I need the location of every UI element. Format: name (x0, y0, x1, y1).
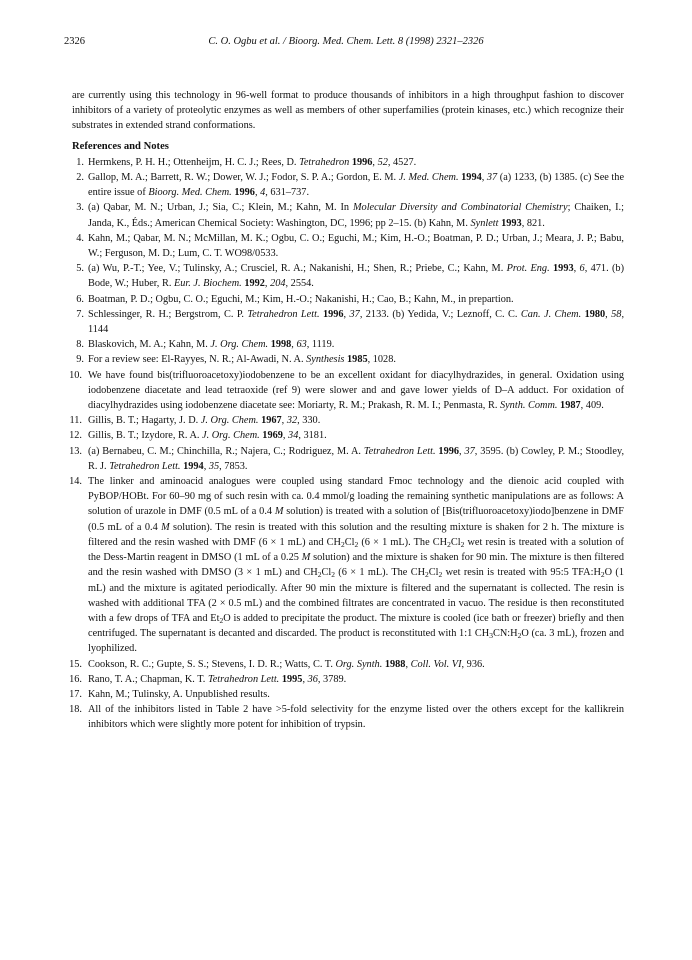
reference-item (69, 474, 624, 656)
reference-number: 5. (76, 263, 84, 275)
reference-text: Hermkens, P. H. H.; Ottenheijm, H. C. J.; Rees, D. Tetrahedron 1996, 52, 4527. (88, 156, 417, 168)
reference-text: Gillis, B. T.; Hagarty, J. D. J. Org. Chem. 1967, 32, 330. (88, 415, 321, 427)
references-heading: References and Notes (72, 140, 169, 152)
reference-item (72, 307, 624, 337)
reference-number: 3. (76, 202, 84, 214)
reference-text: (a) Bernabeu, C. M.; Chinchilla, R.; Najera, C.; Rodriguez, M. A. Tetrahedron Lett. 1996, 37, 3595. (b) Cowley, P. M.; Stoodley, R. J. Tetrahedron Lett. 1994, 35, 7853. (88, 445, 625, 472)
reference-text: For a review see: El-Rayyes, N. R.; Al-Awadi, N. A. Synthesis 1985, 1028. (88, 354, 396, 366)
reference-text: We have found bis(trifluoroacetoxy)iodobenzene to be an excellent oxidant for diacylhydrazides, in general. Oxidation using iodobenzene diacetate and lead tetraoxide (ref 9) were slower and and gave lower yields of D–A adduct. For oxidation of diacylhydrazides using iodobenzene diacetate see: Moriarty, R. M.; Prakash, R. M. I.; Penmasta, R. Synth. Comm. 1987, 409. (88, 369, 624, 412)
running-head-citation: C. O. Ogbu et al. / Bioorg. Med. Chem. Lett. 8 (1998) 2321–2326 (208, 36, 484, 47)
reference-item (72, 337, 624, 352)
reference-text: (a) Qabar, M. N.; Urban, J.; Sia, C.; Klein, M.; Kahn, M. In Molecular Diversity and Combinatorial Chemistry; Chaiken, I.; Janda, K., Éds.; American Chemical Society: Washington, DC, 1996; pp 2–15. (b) Kahn, M. Synlett 1993, 821. (88, 202, 624, 229)
reference-item (72, 352, 624, 367)
reference-text: Cookson, R. C.; Gupte, S. S.; Stevens, I. D. R.; Watts, C. T. Org. Synth. 1988, Coll. Vol. VI, 936. (88, 658, 485, 670)
reference-number: 17. (69, 688, 82, 700)
reference-number: 15. (69, 658, 82, 670)
reference-item (72, 170, 624, 200)
reference-number: 8. (76, 339, 84, 351)
reference-item (72, 200, 624, 230)
reference-number: 6. (76, 293, 84, 305)
reference-text: Schlessinger, R. H.; Bergstrom, C. P. Tetrahedron Lett. 1996, 37, 2133. (b) Yedida, V.; Leznoff, C. C. Can. J. Chem. 1980, 58, 1144 (88, 308, 625, 336)
reference-text: The linker and aminoacid analogues were coupled using standard Fmoc technology and the dienoic acid coupled with PyBOP/HOBt. For 60–90 mg of such resin with ca. 0.4 mmol/g loading the remaining synthetic manipulations are as follows: A solution of urazole in DMF (0.5 mL of a 0.4 M solution) is treated with a solution of [Bis(trifluoroacetoxy)iodo]benzene in DMF (0.5 mL of a 0.4 M solution). The resin is treated with this solution and the resulting mixture is shaken for 2 h. The mixture is filtered and the resin washed with DMF (6 × 1 mL) and $CH_2Cl_2$ (6 × 1 mL). The $CH_2Cl_2$ wet resin is treated with a solution of the Dess-Martin reagent in DMSO (1 mL of a 0.25 M solution) and the mixture is shaken for 90 min. The mixture is then filtered and the resin washed with DMSO (3 × 1 mL) and $CH_2Cl_2$ (6 × 1 mL). The $CH_2Cl_2$ wet resin is treated with 95:5 $TFA:H_2O$ (1 mL) and the mixture is agitated periodically. After 90 min the mixture is filtered and the supernatant is collected. The resin is washed with additional TFA (2 × 0.5 mL) and the combined filtrates are concentrated in vacuo. The residue is then reconstituted with a few drops of TFA and $Et_2O$ is added to precipitate the product. The mixture is cooled (ice bath or freezer) briefly and then centrifuged. The supernatant is decanted and discarded. The product is reconstituted with 1:1 $CH_3CN:H_2O$ (ca. 3 mL), frozen and lyophilized. (88, 476, 624, 655)
reference-item (69, 413, 624, 428)
reference-item (69, 672, 624, 687)
reference-item (69, 687, 624, 702)
reference-number: 1. (76, 156, 84, 168)
page-number: 2326 (64, 36, 85, 47)
reference-number: 11. (69, 415, 82, 427)
references-list (69, 155, 625, 733)
reference-item (69, 368, 624, 414)
reference-item (72, 231, 624, 261)
reference-number: 9. (76, 354, 84, 366)
reference-number: 12. (69, 430, 82, 442)
reference-number: 14. (69, 476, 82, 488)
reference-text: All of the inhibitors listed in Table 2 have >5-fold selectivity for the enzyme listed over the others except for the kallikrein inhibitors which were slightly more potent for inhibition of trypsin. (88, 704, 624, 731)
reference-item (72, 155, 624, 170)
reference-item (69, 657, 624, 672)
reference-text: Boatman, P. D.; Ogbu, C. O.; Eguchi, M.; Kim, H.-O.; Nakanishi, H.; Cao, B.; Kahn, M., in prepartion. (88, 293, 514, 305)
reference-text: Gillis, B. T.; Izydore, R. A. J. Org. Chem. 1969, 34, 3181. (88, 430, 327, 442)
reference-item (72, 261, 624, 291)
reference-number: 7. (76, 308, 84, 320)
reference-text: Blaskovich, M. A.; Kahn, M. J. Org. Chem. 1998, 63, 1119. (88, 339, 335, 351)
reference-number: 10. (69, 369, 82, 381)
reference-number: 4. (76, 232, 84, 244)
reference-number: 16. (69, 673, 82, 685)
reference-text: Kahn, M.; Tulinsky, A. Unpublished results. (88, 688, 270, 700)
reference-text: Rano, T. A.; Chapman, K. T. Tetrahedron Lett. 1995, 36, 3789. (88, 673, 347, 685)
reference-text: (a) Wu, P.-T.; Yee, V.; Tulinsky, A.; Crusciel, R. A.; Nakanishi, H.; Shen, R.; Priebe, C.; Kahn, M. Prot. Eng. 1993, 6, 471. (b) Bode, W.; Huber, R. Eur. J. Biochem. 1992, 204, 2554. (88, 263, 625, 290)
reference-item (69, 444, 625, 474)
reference-item (72, 292, 624, 307)
reference-number: 18. (69, 704, 82, 716)
reference-item (69, 428, 624, 443)
reference-number: 2. (76, 172, 84, 184)
reference-item (69, 702, 624, 732)
intro-paragraph: are currently using this technology in 96-well format to produce thousands of inhibitors in a high throughput fashion to discover inhibitors of a variety of proteolytic enzymes as well as members of other superfamilies (protein kinases, etc.) which recognize their substrates in extended strand conformations. (72, 90, 624, 132)
running-header (0, 36, 692, 52)
reference-text: Gallop, M. A.; Barrett, R. W.; Dower, W. J.; Fodor, S. P. A.; Gordon, E. M. J. Med. Chem. 1994, 37 (a) 1233, (b) 1385. (c) See the entire issue of Bioorg. Med. Chem. 1996, 4, 631–737. (88, 172, 625, 199)
reference-number: 13. (69, 445, 82, 457)
reference-text: Kahn, M.; Qabar, M. N.; McMillan, M. K.; Ogbu, C. O.; Eguchi, M.; Kim, H.-O.; Boatman, P. D.; Urban, J.; Meara, J. P.; Babu, W.; Ferguson, M. D.; Lum, C. T. WO98/0533. (88, 232, 624, 260)
page-body (69, 88, 625, 733)
